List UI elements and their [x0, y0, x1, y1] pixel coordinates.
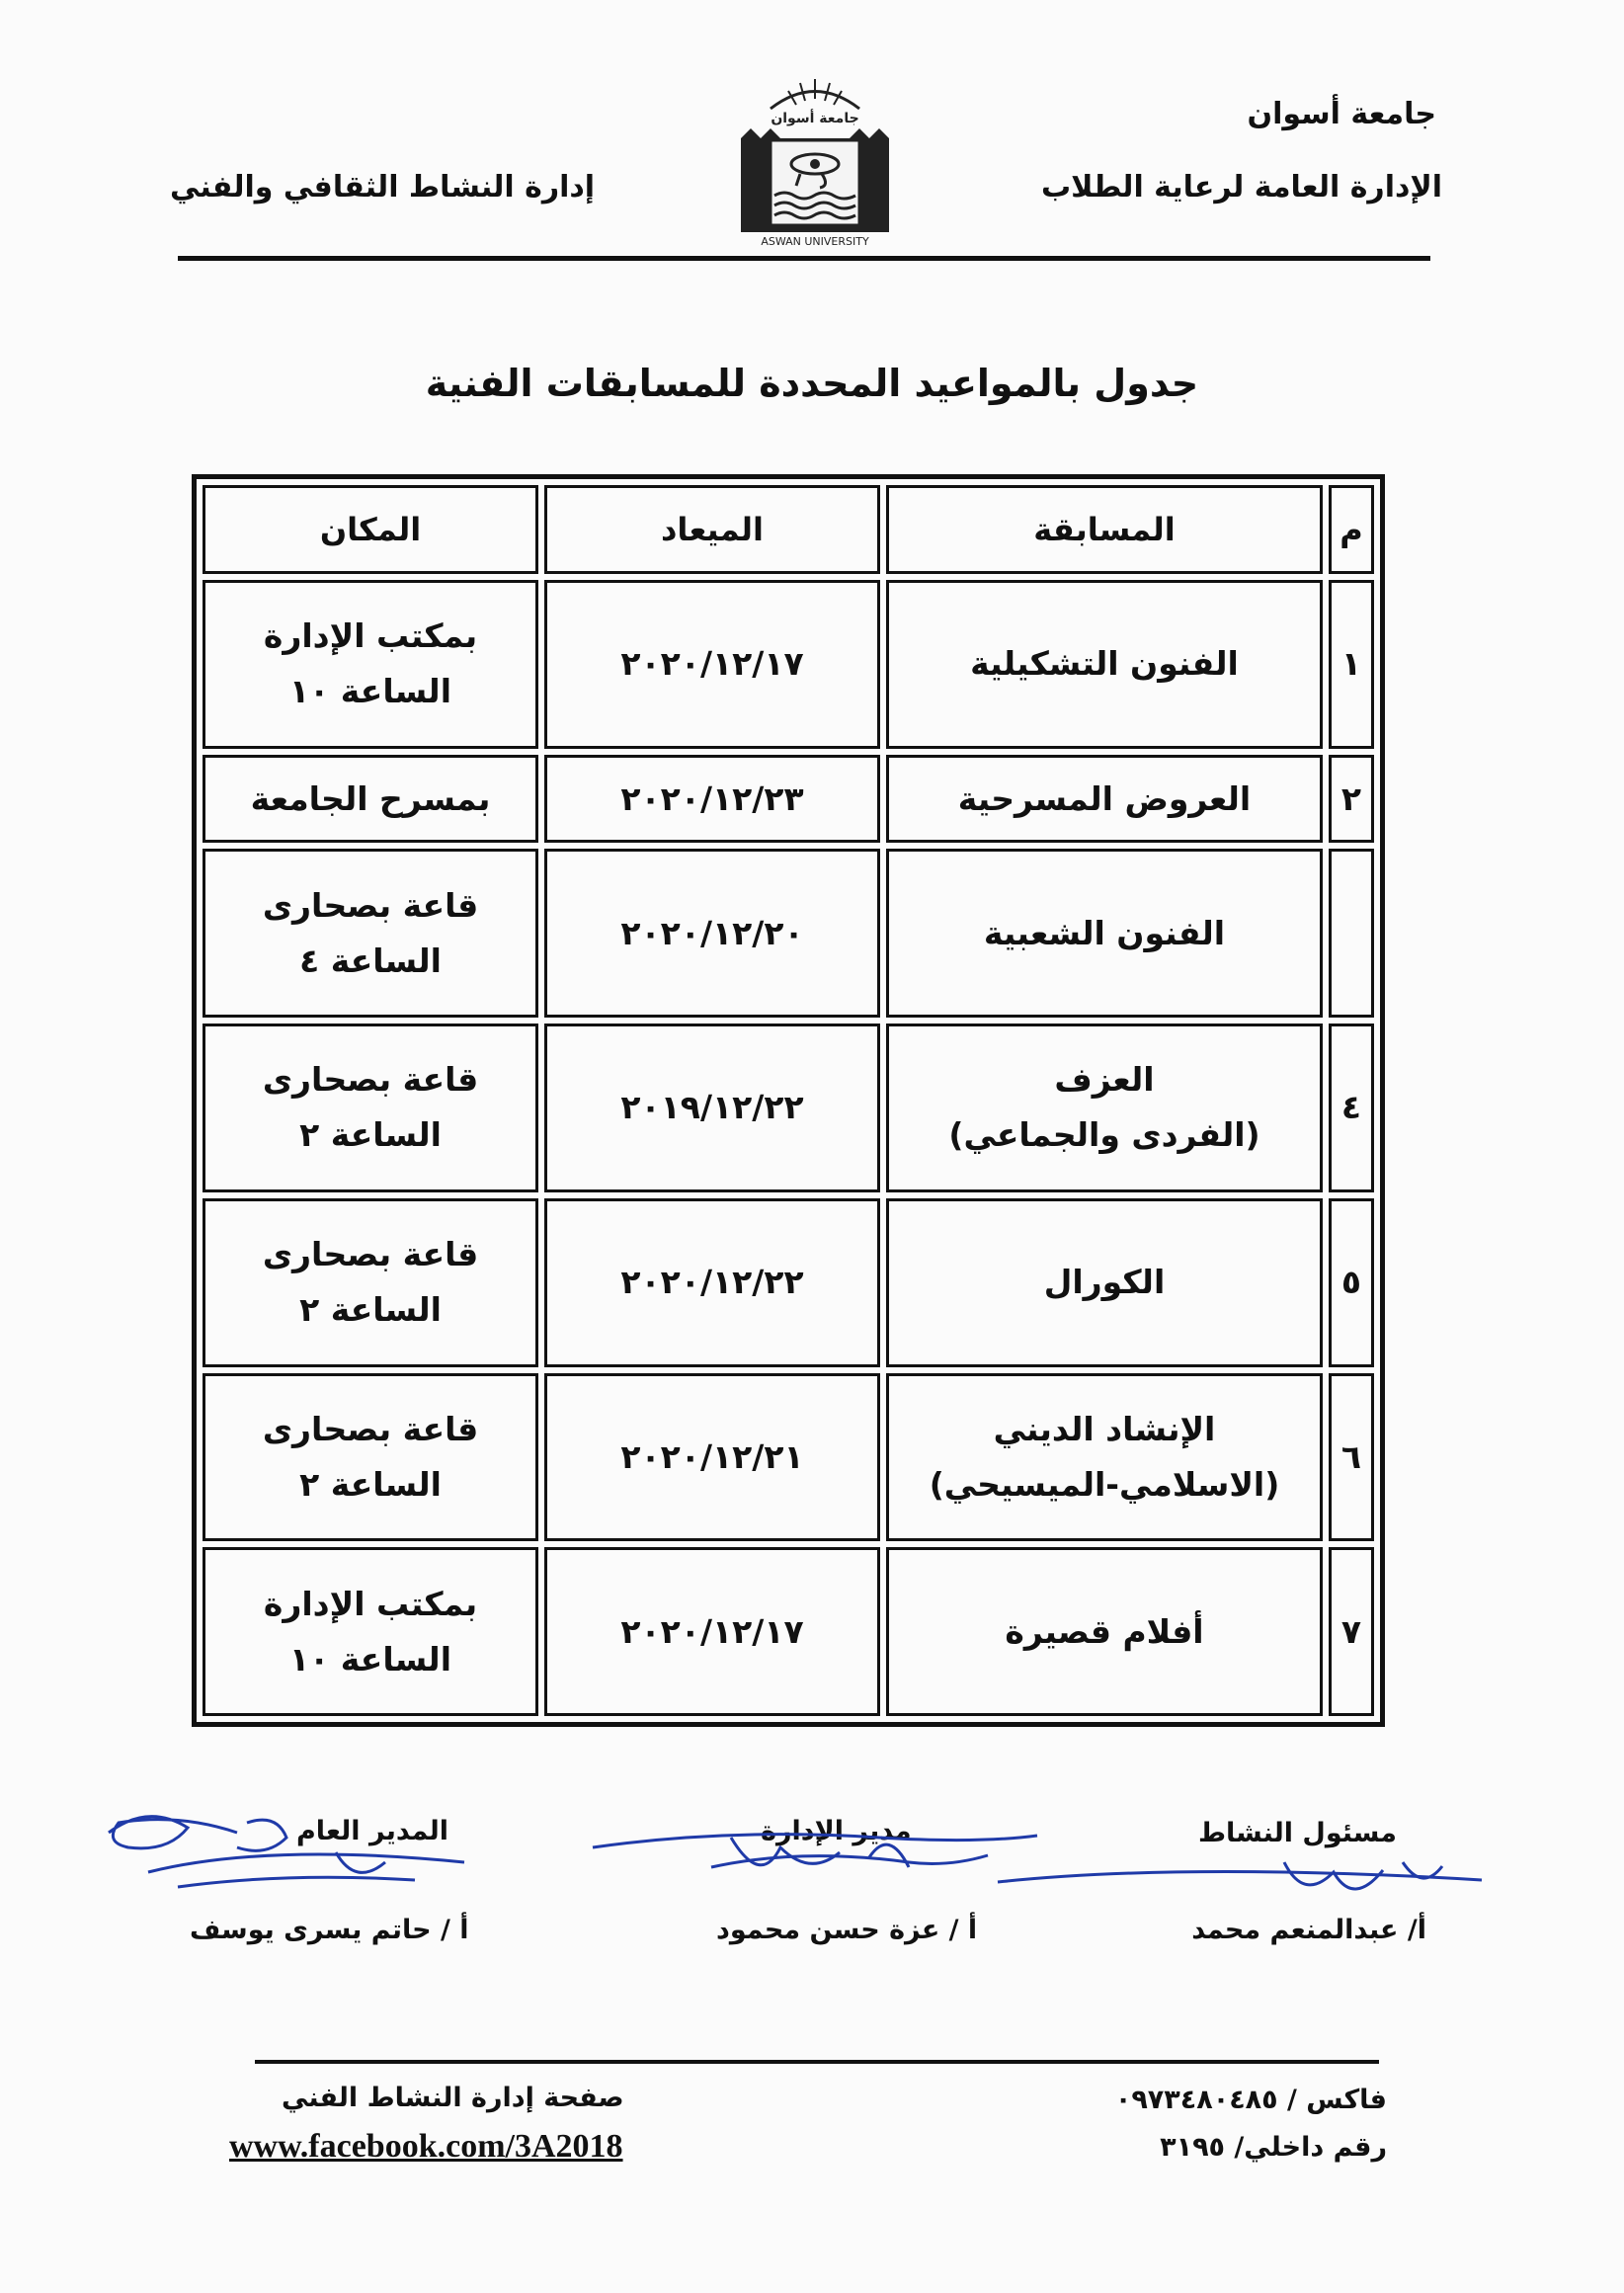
page-title: جدول بالمواعيد المحددة للمسابقات الفنية [425, 362, 1199, 405]
row-competition [886, 755, 1323, 844]
competition-label: الإنشاد الديني [993, 1409, 1216, 1448]
row-competition [886, 580, 1323, 749]
row-date: ٢٠٢٠/١٢/١٧ [544, 580, 880, 749]
row-num: ٢ [1329, 755, 1374, 844]
footer-divider [255, 2060, 1379, 2064]
header-divider [178, 256, 1430, 261]
logo-emblem-icon [731, 69, 899, 247]
row-num: ٤ [1329, 1024, 1374, 1192]
row-competition [886, 1547, 1323, 1716]
table-row [203, 755, 1374, 844]
table-row [203, 1198, 1374, 1367]
place-label: قاعة بصحارى [262, 1235, 479, 1274]
row-place [203, 755, 538, 844]
place-label: قاعة بصحارى [262, 1060, 479, 1100]
signature-scribble-icon [583, 1808, 1047, 1907]
competition-label: الكورال [1043, 1263, 1166, 1302]
general-director-title: المدير العام [296, 1816, 448, 1846]
table-row [203, 1024, 1374, 1192]
row-date: ٢٠٢٠/١٢/١٧ [544, 1547, 880, 1716]
time-label: الساعة ٤ [299, 941, 442, 980]
row-num: ٦ [1329, 1373, 1374, 1542]
header-date: الميعاد [544, 485, 880, 574]
facebook-link[interactable]: www.facebook.com/3A2018 [229, 2128, 623, 2165]
signature-scribble-icon [988, 1833, 1492, 1922]
place-label: بمكتب الإدارة [263, 1584, 478, 1623]
row-date: ٢٠١٩/١٢/٢٢ [544, 1024, 880, 1192]
admin-director-title: مدير الإدارة [761, 1816, 912, 1846]
header-competition: المسابقة [886, 485, 1323, 574]
row-date: ٢٠٢٠/١٢/٢٠ [544, 849, 880, 1018]
place-label: بمسرح الجامعة [250, 778, 491, 818]
time-label: الساعة ٢ [299, 1115, 442, 1155]
place-label: قاعة بصحارى [262, 1409, 479, 1448]
table-row [203, 1547, 1374, 1716]
competition-label: العروض المسرحية [957, 778, 1252, 818]
row-competition [886, 1373, 1323, 1542]
place-label: بمكتب الإدارة [263, 616, 478, 656]
general-director-name: أ / حاتم يسرى يوسف [190, 1915, 469, 1945]
row-place [203, 580, 538, 749]
competition-label: أفلام قصيرة [1005, 1611, 1204, 1651]
row-competition [886, 1024, 1323, 1192]
competition-label: الفنون الشعبية [983, 913, 1226, 952]
row-date: ٢٠٢٠/١٢/٢١ [544, 1373, 880, 1542]
svg-text:ASWAN UNIVERSITY: ASWAN UNIVERSITY [761, 235, 869, 247]
activity-officer-title: مسئول النشاط [1197, 1818, 1397, 1848]
row-place [203, 1373, 538, 1542]
fax-number: فاكس / ٠٩٧٣٤٨٠٤٨٥ [1114, 2085, 1387, 2115]
university-logo [731, 69, 899, 247]
department-name: إدارة النشاط الثقافي والفني [170, 170, 596, 205]
row-place [203, 1024, 538, 1192]
competition-sublabel: (الاسلامي-الميسيحي) [929, 1464, 1280, 1504]
signature-scribble-icon [89, 1793, 484, 1912]
general-admin-name: الإدارة العامة لرعاية الطلاب [1041, 170, 1442, 205]
competition-label: العزف [1054, 1060, 1155, 1100]
row-num [1329, 849, 1374, 1018]
header-place: المكان [203, 485, 538, 574]
place-label: قاعة بصحارى [262, 885, 479, 925]
row-num: ٧ [1329, 1547, 1374, 1716]
row-competition [886, 1198, 1323, 1367]
header-num: م [1329, 485, 1374, 574]
time-label: الساعة ٢ [299, 1290, 442, 1330]
row-date: ٢٠٢٠/١٢/٢٢ [544, 1198, 880, 1367]
time-label: الساعة ١٠ [288, 1639, 451, 1679]
row-competition [886, 849, 1323, 1018]
row-place [203, 1547, 538, 1716]
row-place [203, 1198, 538, 1367]
competition-sublabel: (الفردى والجماعي) [948, 1115, 1260, 1155]
internal-extension: رقم داخلي/ ٣١٩٥ [1160, 2132, 1387, 2163]
activity-officer-name: أ/ عبدالمنعم محمد [1191, 1915, 1426, 1945]
table-row [203, 1373, 1374, 1542]
svg-text:جامعة أسوان: جامعة أسوان [771, 111, 859, 126]
time-label: الساعة ٢ [299, 1464, 442, 1504]
university-name: جامعة أسوان [1247, 97, 1436, 131]
row-date: ٢٠٢٠/١٢/٢٣ [544, 755, 880, 844]
time-label: الساعة ١٠ [288, 672, 451, 711]
competition-label: الفنون التشكيلية [970, 644, 1239, 684]
table-row [203, 849, 1374, 1018]
page-label: صفحة إدارة النشاط الفني [282, 2083, 624, 2113]
row-num: ١ [1329, 580, 1374, 749]
row-place [203, 849, 538, 1018]
table-header-row [203, 485, 1374, 574]
schedule-table [192, 474, 1385, 1727]
row-num: ٥ [1329, 1198, 1374, 1367]
admin-director-name: أ / عزة حسن محمود [716, 1915, 978, 1945]
table-row [203, 580, 1374, 749]
